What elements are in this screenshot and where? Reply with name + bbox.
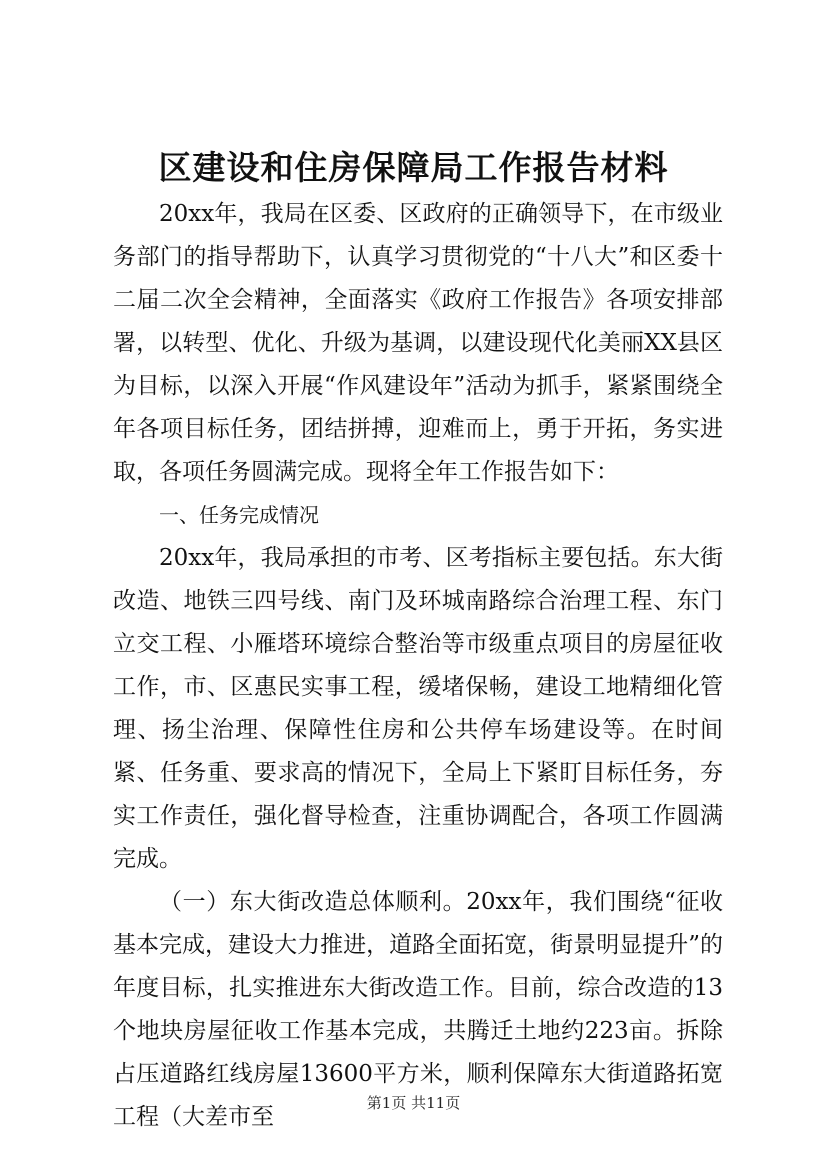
page-number-footer: 第1页 共11页	[366, 1094, 461, 1112]
document-title: 区建设和住房保障局工作报告材料	[158, 148, 669, 187]
subsection-paragraph: （一）东大街改造总体顺利。20xx年，我们围绕“征收基本完成，建设大力推进，道路全面拓宽，街景明显提升”的年度目标，扎实推进东大街改造工作。目前，综合改造的13个地块房屋征收工作基本完成，共腾迁土地约223亩。拆除占压道路红线房屋13600平方米，顺利保障东大街道路拓宽工程（大差市至	[113, 889, 723, 1130]
document-body	[113, 193, 723, 1139]
section-heading: 一、任务完成情况	[159, 503, 319, 527]
intro-paragraph: 20xx年，我局在区委、区政府的正确领导下，在市级业务部门的指导帮助下，认真学习贯彻党的“十八大”和区委十二届二次全会精神，全面落实《政府工作报告》各项安排部署，以转型、优化、升级为基调，以建设现代化美丽XX县区为目标，以深入开展“作风建设年”活动为抓手，紧紧围绕全年各项目标任务，团结拼搏，迎难而上，勇于开拓，务实进取，各项任务圆满完成。现将全年工作报告如下：	[113, 201, 723, 485]
task-summary-paragraph: 20xx年，我局承担的市考、区考指标主要包括。东大街改造、地铁三四号线、南门及环城南路综合治理工程、东门立交工程、小雁塔环境综合整治等市级重点项目的房屋征收工作，市、区惠民实事工程，缓堵保畅，建设工地精细化管理、扬尘治理、保障性住房和公共停车场建设等。在时间紧、任务重、要求高的情况下，全局上下紧盯目标任务，夯实工作责任，强化督导检查，注重协调配合，各项工作圆满完成。	[113, 545, 723, 872]
